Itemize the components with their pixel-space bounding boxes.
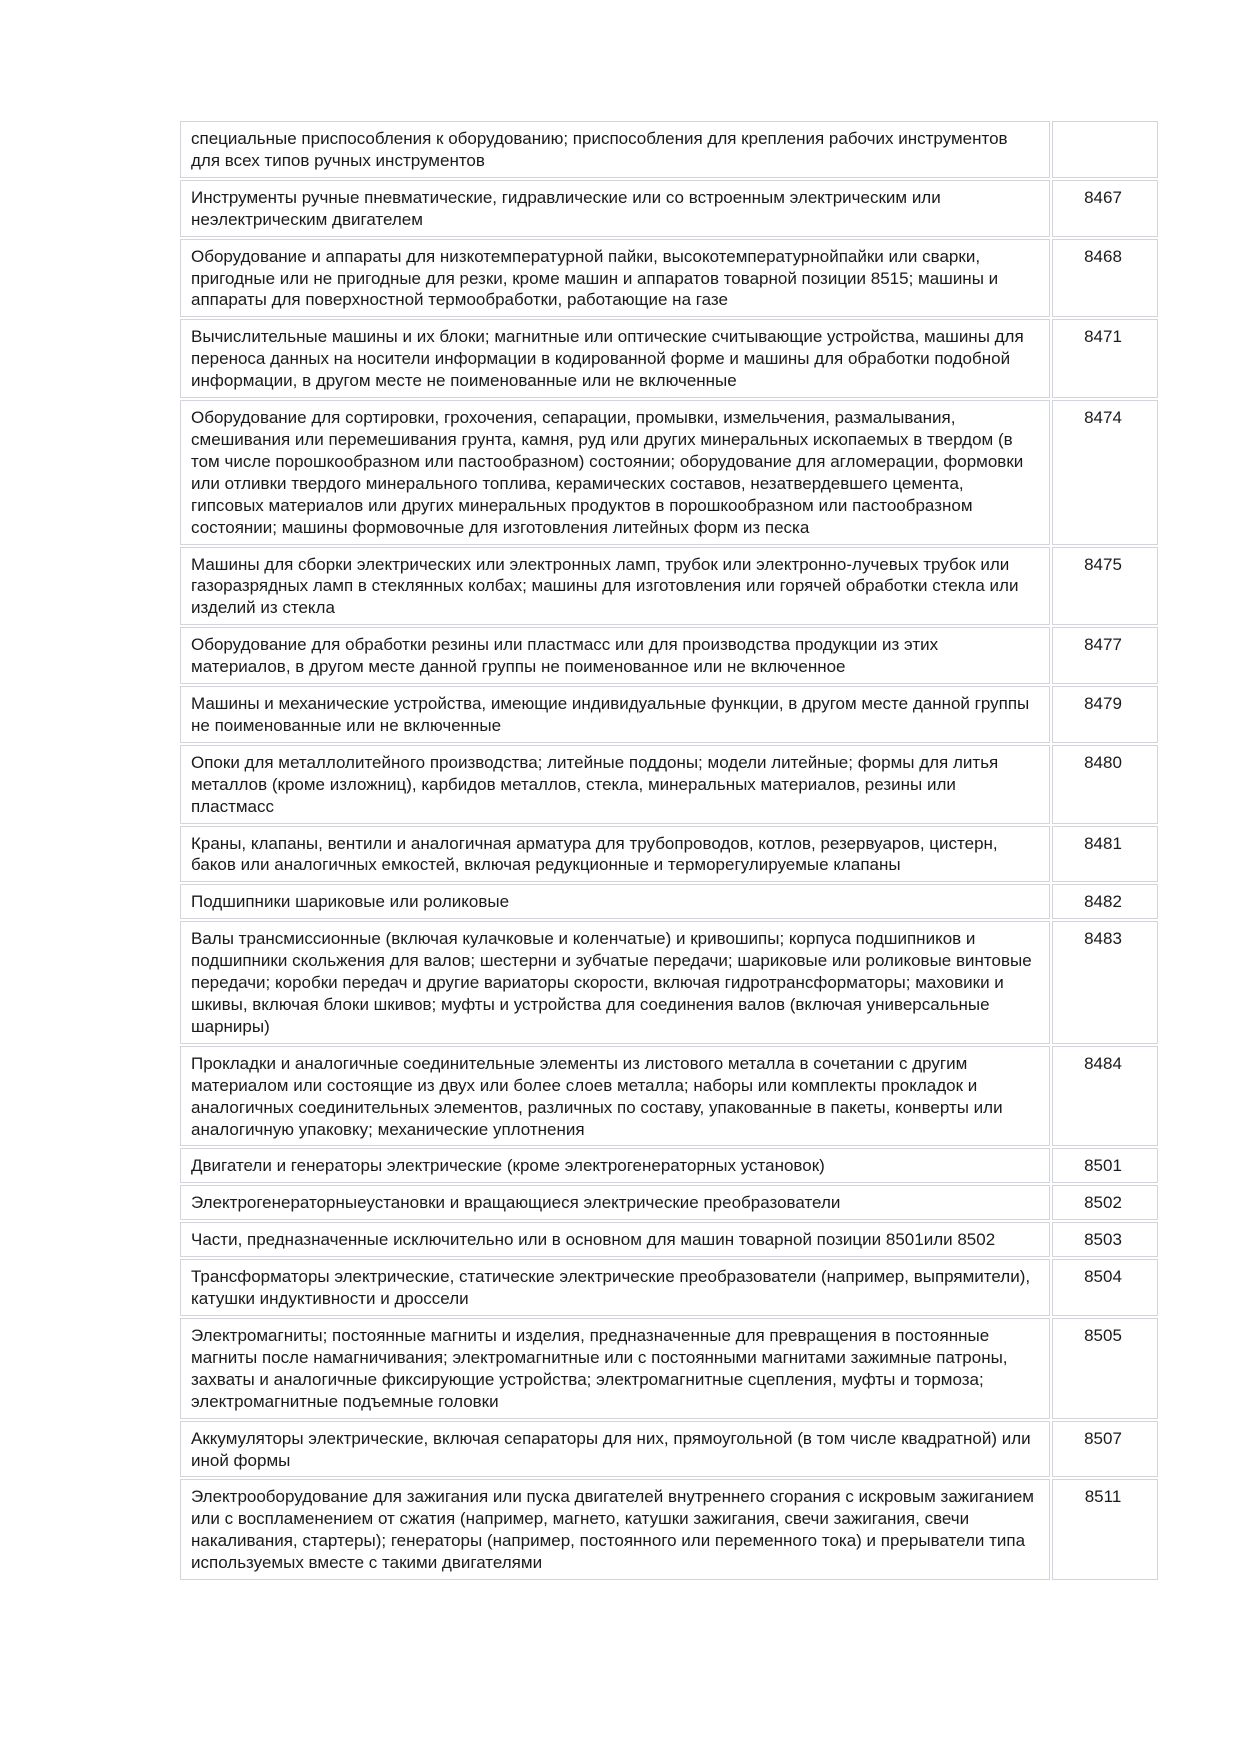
row-code: 8481 — [1052, 826, 1158, 883]
table-row — [180, 1222, 1158, 1257]
row-code: 8475 — [1052, 547, 1158, 626]
row-description: Части, предназначенные исключительно или в основном для машин товарной позиции 8501или 8502 — [180, 1222, 1050, 1257]
row-code: 8468 — [1052, 239, 1158, 318]
row-code: 8511 — [1052, 1479, 1158, 1580]
table-row — [180, 1318, 1158, 1419]
table-row — [180, 319, 1158, 398]
row-description: Электрогенераторныеустановки и вращающиеся электрические преобразователи — [180, 1185, 1050, 1220]
tariff-code-table — [178, 119, 1160, 1582]
row-description: Оборудование для сортировки, грохочения, сепарации, промывки, измельчения, размалывания, смешивания или перемешивания грунта, камня, руд или других минеральных ископаемых в твердом (в том числе порошкообразном или пастообразном) состоянии; оборудование для агломерации, формовки или отливки твердого минерального топлива, керамических составов, незатвердевшего цемента, гипсовых материалов или других минеральных продуктов в порошкообразном или пастообразном состоянии; машины формовочные для изготовления литейных форм из песка — [180, 400, 1050, 544]
table-row — [180, 884, 1158, 919]
row-code: 8474 — [1052, 400, 1158, 544]
row-code: 8505 — [1052, 1318, 1158, 1419]
document-page — [178, 119, 1160, 1582]
row-code: 8502 — [1052, 1185, 1158, 1220]
table-row — [180, 239, 1158, 318]
table-row — [180, 1259, 1158, 1316]
row-description: Оборудование и аппараты для низкотемпературной пайки, высокотемпературнойпайки или сварки, пригодные или не пригодные для резки, кроме машин и аппаратов товарной позиции 8515; машины и аппараты для поверхностной термообработки, работающие на газе — [180, 239, 1050, 318]
row-code: 8504 — [1052, 1259, 1158, 1316]
row-description: Электромагниты; постоянные магниты и изделия, предназначенные для превращения в постоянные магниты после намагничивания; электромагнитные или с постоянными магнитами зажимные патроны, захваты и аналогичные фиксирующие устройства; электромагнитные сцепления, муфты и тормоза; электромагнитные подъемные головки — [180, 1318, 1050, 1419]
row-code — [1052, 121, 1158, 178]
row-code: 8484 — [1052, 1046, 1158, 1147]
row-code: 8483 — [1052, 921, 1158, 1044]
table-row — [180, 180, 1158, 237]
table-row — [180, 1148, 1158, 1183]
row-description: Вычислительные машины и их блоки; магнитные или оптические считывающие устройства, машины для переноса данных на носители информации в кодированной форме и машины для обработки подобной информации, в другом месте не поименованные или не включенные — [180, 319, 1050, 398]
table-row — [180, 745, 1158, 824]
row-description: Прокладки и аналогичные соединительные элементы из листового металла в сочетании с другим материалом или состоящие из двух или более слоев металла; наборы или комплекты прокладок и аналогичных соединительных элементов, различных по составу, упакованные в пакеты, конверты или аналогичную упаковку; механические уплотнения — [180, 1046, 1050, 1147]
table-row — [180, 1421, 1158, 1478]
table-row — [180, 686, 1158, 743]
row-description: Электрооборудование для зажигания или пуска двигателей внутреннего сгорания с искровым зажиганием или с воспламенением от сжатия (например, магнето, катушки зажигания, свечи зажигания, свечи накаливания, стартеры); генераторы (например, постоянного или переменного тока) и прерыватели типа используемых вместе с такими двигателями — [180, 1479, 1050, 1580]
row-code: 8507 — [1052, 1421, 1158, 1478]
row-description: Опоки для металлолитейного производства; литейные поддоны; модели литейные; формы для литья металлов (кроме изложниц), карбидов металлов, стекла, минеральных материалов, резины или пластмасс — [180, 745, 1050, 824]
row-description: Инструменты ручные пневматические, гидравлические или со встроенным электрическим или неэлектрическим двигателем — [180, 180, 1050, 237]
row-description: Подшипники шариковые или роликовые — [180, 884, 1050, 919]
row-description: Трансформаторы электрические, статические электрические преобразователи (например, выпрямители), катушки индуктивности и дроссели — [180, 1259, 1050, 1316]
table-row — [180, 627, 1158, 684]
row-description: Валы трансмиссионные (включая кулачковые и коленчатые) и кривошипы; корпуса подшипников и подшипники скольжения для валов; шестерни и зубчатые передачи; шариковые или роликовые винтовые передачи; коробки передач и другие вариаторы скорости, включая гидротрансформаторы; маховики и шкивы, включая блоки шкивов; муфты и устройства для соединения валов (включая универсальные шарниры) — [180, 921, 1050, 1044]
row-description: Двигатели и генераторы электрические (кроме электрогенераторных установок) — [180, 1148, 1050, 1183]
row-code: 8471 — [1052, 319, 1158, 398]
table-row — [180, 1479, 1158, 1580]
row-code: 8503 — [1052, 1222, 1158, 1257]
row-description: специальные приспособления к оборудованию; приспособления для крепления рабочих инструментов для всех типов ручных инструментов — [180, 121, 1050, 178]
table-row — [180, 826, 1158, 883]
row-code: 8501 — [1052, 1148, 1158, 1183]
table-row — [180, 921, 1158, 1044]
table-row — [180, 547, 1158, 626]
row-description: Оборудование для обработки резины или пластмасс или для производства продукции из этих материалов, в другом месте данной группы не поименованное или не включенное — [180, 627, 1050, 684]
row-code: 8467 — [1052, 180, 1158, 237]
row-description: Машины и механические устройства, имеющие индивидуальные функции, в другом месте данной группы не поименованные или не включенные — [180, 686, 1050, 743]
table-body — [180, 121, 1158, 1580]
table-row — [180, 1046, 1158, 1147]
row-description: Аккумуляторы электрические, включая сепараторы для них, прямоугольной (в том числе квадратной) или иной формы — [180, 1421, 1050, 1478]
row-description: Машины для сборки электрических или электронных ламп, трубок или электронно-лучевых трубок или газоразрядных ламп в стеклянных колбах; машины для изготовления или горячей обработки стекла или изделий из стекла — [180, 547, 1050, 626]
row-code: 8479 — [1052, 686, 1158, 743]
row-code: 8480 — [1052, 745, 1158, 824]
table-row — [180, 400, 1158, 544]
row-code: 8477 — [1052, 627, 1158, 684]
row-code: 8482 — [1052, 884, 1158, 919]
table-row — [180, 1185, 1158, 1220]
table-row — [180, 121, 1158, 178]
row-description: Краны, клапаны, вентили и аналогичная арматура для трубопроводов, котлов, резервуаров, цистерн, баков или аналогичных емкостей, включая редукционные и терморегулируемые клапаны — [180, 826, 1050, 883]
